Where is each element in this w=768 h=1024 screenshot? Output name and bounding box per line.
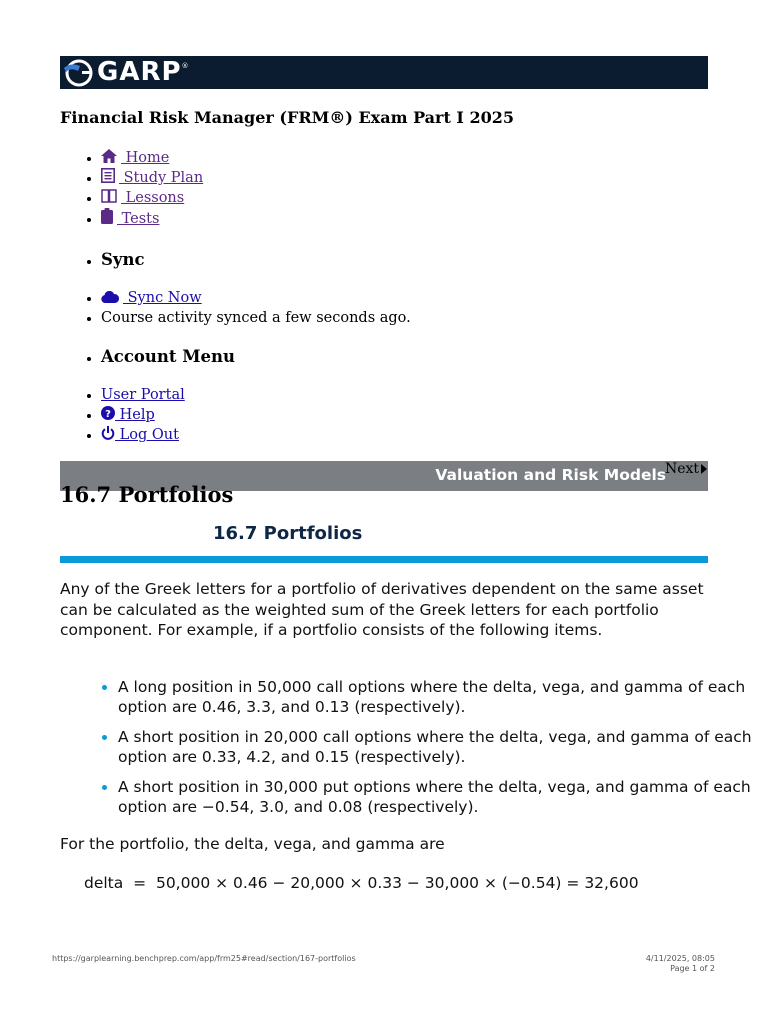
lessons-link[interactable]: [101, 190, 184, 206]
footer-meta: [646, 954, 715, 974]
user-portal-item: [101, 385, 185, 405]
power-icon: [101, 426, 115, 440]
header-bar: [60, 56, 708, 89]
nav-item-home: [101, 148, 203, 168]
account-menu-heading: Account Menu: [101, 347, 236, 366]
study-plan-icon: [101, 168, 115, 183]
lessons-label: Lessons: [121, 190, 185, 206]
page-number: Page 1 of 2: [670, 964, 715, 973]
home-icon: [101, 149, 117, 163]
account-heading-item: [101, 346, 235, 368]
sync-now-label: Sync Now: [123, 290, 202, 306]
nav-item-study-plan: [101, 168, 203, 188]
delta-equation: delta = 50,000 × 0.46 − 20,000 × 0.33 − 30,000 × (−0.54) = 32,600: [84, 874, 639, 892]
log-out-label: Log Out: [115, 427, 179, 443]
next-label: Next: [665, 461, 700, 477]
book-icon: [101, 189, 117, 203]
sync-status-item: [101, 308, 411, 328]
clipboard-icon: [101, 208, 113, 224]
nav-item-lessons: [101, 188, 203, 208]
help-label: Help: [115, 407, 155, 423]
svg-text:?: • ?: [105, 409, 111, 420]
log-out-item: [101, 425, 185, 445]
list-item: • A short position in 20,000 call options where the delta, vega, and gamma of each option are 0.33, 4.2, and 0.15 (respectively).: [118, 727, 768, 767]
caret-right-icon: [701, 464, 707, 474]
cloud-icon: [101, 291, 119, 303]
garp-logo[interactable]: [62, 56, 189, 89]
tests-link[interactable]: [101, 211, 159, 227]
study-plan-link[interactable]: [101, 170, 203, 186]
positions-list: [60, 677, 768, 827]
sync-now-link[interactable]: [101, 290, 202, 306]
sync-status: Course activity synced a few seconds ago.: [101, 310, 411, 326]
home-link[interactable]: [101, 150, 169, 166]
home-label: Home: [121, 150, 170, 166]
chapter-title: Valuation and Risk Models: [435, 466, 666, 484]
help-item: [101, 405, 185, 425]
list-item: • A long position in 50,000 call options where the delta, vega, and gamma of each option are 0.46, 3.3, and 0.13 (respectively).: [118, 677, 768, 717]
account-section: [60, 346, 235, 368]
heading-divider: [60, 556, 708, 563]
sync-heading-item: [101, 249, 145, 271]
list-item: • A short position in 30,000 put options where the delta, vega, and gamma of each option are −0.54, 3.0, and 0.08 (respectively).: [118, 777, 768, 817]
main-nav: [60, 148, 203, 228]
print-datetime: 4/11/2025, 08:05: [645, 954, 715, 963]
user-portal-link[interactable]: User Portal: [101, 387, 185, 403]
logo-text: GARP: [97, 57, 182, 87]
log-out-link[interactable]: [101, 427, 179, 443]
garp-globe-icon: [62, 58, 96, 88]
tests-label: Tests: [117, 211, 160, 227]
study-plan-label: Study Plan: [119, 170, 204, 186]
portfolio-paragraph: For the portfolio, the delta, vega, and gamma are: [60, 835, 445, 853]
page-heading: 16.7 Portfolios: [60, 482, 234, 507]
account-menu: [60, 385, 185, 445]
footer-url: https://garplearning.benchprep.com/app/frm25#read/section/167-portfolios: [52, 954, 356, 963]
sync-menu: [60, 288, 411, 328]
nav-item-tests: [101, 208, 203, 228]
sync-section: [60, 249, 145, 271]
help-icon: [101, 406, 115, 420]
section-heading: 16.7 Portfolios: [213, 523, 363, 544]
sync-now-item: [101, 288, 411, 308]
registered-mark: ®: [181, 62, 189, 70]
course-title: Financial Risk Manager (FRM®) Exam Part I 2025: [60, 108, 515, 127]
sync-heading: Sync: [101, 250, 145, 269]
help-link[interactable]: [101, 407, 155, 423]
next-button[interactable]: [665, 461, 707, 477]
intro-paragraph: Any of the Greek letters for a portfolio of derivatives dependent on the same asset can be calculated as the weighted sum of the Greek letters for each portfolio component. For example, if a portfolio consists of the following items.: [60, 580, 704, 639]
